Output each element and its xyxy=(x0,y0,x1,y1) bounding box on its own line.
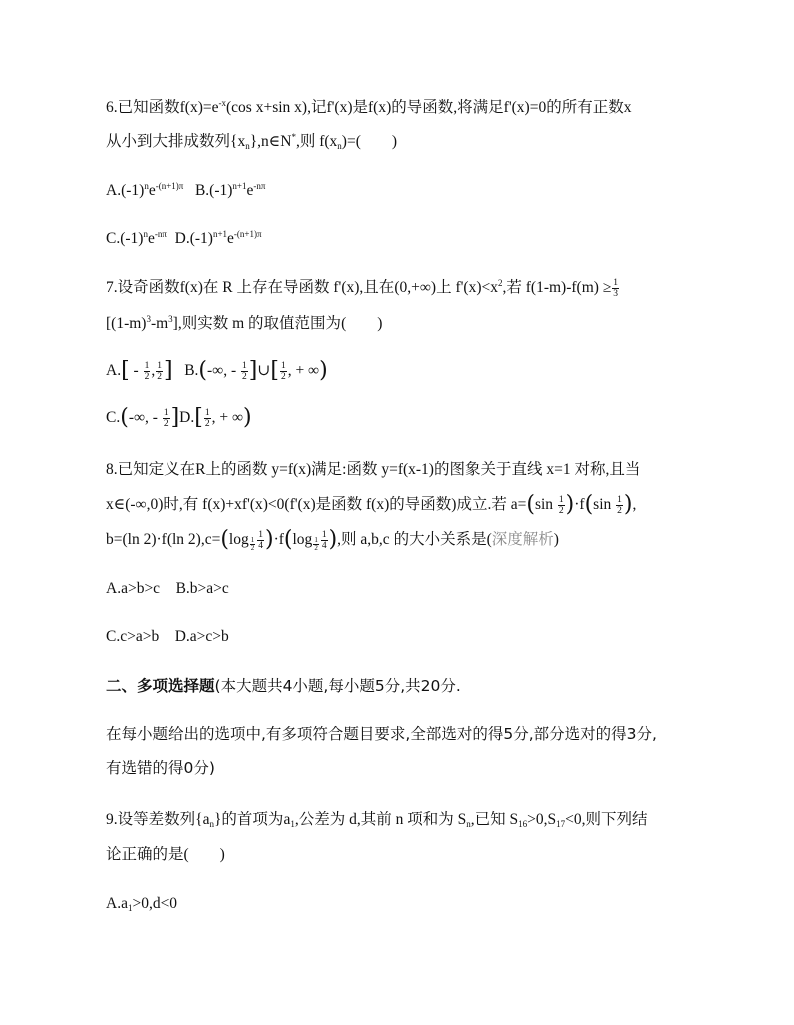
q9-stem-line1: 9.设等差数列$\{a_n\}$的首项为$a_1$,公差为 d,其前 n 项和为 $S_n$,已知 $S_{16}>0,S_{17}<0$,则下列结 xyxy=(106,810,648,829)
section2-heading-note: (本大题共4小题,每小题5分,共20分. xyxy=(214,677,461,695)
q7-options-ab: A.[ - $\frac{1}{2}$ , $\frac{1}{2}$ ] B.(-∞, - $\frac{1}{2}$ ]∪[ $\frac{1}{2}$ , + ∞) xyxy=(106,358,328,383)
q6-options-cd: $C.(-1)^ne^{-n\pi}$ $D.(-1)^{n+1}e^{-(n+1)\pi}$ xyxy=(106,229,262,247)
q8-stem-line2: x∈(-∞,0)时,有 f(x)+xf'(x)<0(f'(x)是函数 f(x)的导函数)成立.若 a=(sin $\frac{1}{2}$ )·f(sin $\frac{1}{2}$ ), xyxy=(106,492,637,517)
q8-options-cd xyxy=(106,626,229,648)
q8-option-c: C.c>a>b xyxy=(106,628,160,645)
section2-instructions-line1: 在每小题给出的选项中,有多项符合题目要求,全部选对的得5分,部分选对的得3分, xyxy=(106,725,657,743)
q8-option-b: B.b>a>c xyxy=(175,580,229,597)
q7-stem-line2: $[(1-m)^3-m^3]$,则实数 m 的取值范围为( ) xyxy=(106,314,383,332)
q9-stem-line2: 论正确的是( ) xyxy=(106,845,225,863)
q8-option-a: A.a>b>c xyxy=(106,580,161,597)
q8-stem-line3: b=(ln 2)·f(ln 2),c=(log $_{\frac{1}{2}}$ $\frac{1}{4}$ )·f(log $_{\frac{1}{2}}$ $\frac{1}{4}$ ),则 a,b,c 的大小关系是(深度解析) xyxy=(106,527,559,553)
section2-instructions-line2: 有选错的得0分) xyxy=(106,759,215,777)
q6-options-ab: $A.(-1)^ne^{-(n+1)\pi}$ $B.(-1)^{n+1}e^{-n\pi}$ xyxy=(106,181,266,199)
q9-option-a: $A.a_1>0,d<0$ xyxy=(106,895,178,913)
section2-heading-line xyxy=(106,675,461,698)
deep-analysis-link[interactable]: 深度解析 xyxy=(491,530,554,548)
q8-option-d: D.a>c>b xyxy=(174,628,229,645)
q7-stem-line1: 7.设奇函数f(x)在 R 上存在导函数 f'(x),且在(0,+∞)上 $f'(x)<x^2$,若 f(1-m)-f(m) ≥ $\frac{1}{3}$ xyxy=(106,277,619,299)
q6-stem-line1: 6.已知函数$f(x)=e^{-x}(\cos$ x+sin x),记f'(x)是f(x)的导函数,将满足f'(x)=0的所有正数x xyxy=(106,98,632,116)
section2-heading: 二、多项选择题 xyxy=(106,677,215,695)
q6-stem-line2: 从小到大排成数列$\{x_n\},n\in N^*$,则 $f(x_n)=$( ) xyxy=(106,132,398,151)
q7-options-cd: C.(-∞, - $\frac{1}{2}$ ]D.[ $\frac{1}{2}$ , + ∞) xyxy=(106,405,252,430)
q8-stem-line1: 8.已知定义在R上的函数 y=f(x)满足:函数 y=f(x-1)的图象关于直线 x=1 对称,且当 xyxy=(106,460,641,478)
q8-options-ab xyxy=(106,578,229,600)
